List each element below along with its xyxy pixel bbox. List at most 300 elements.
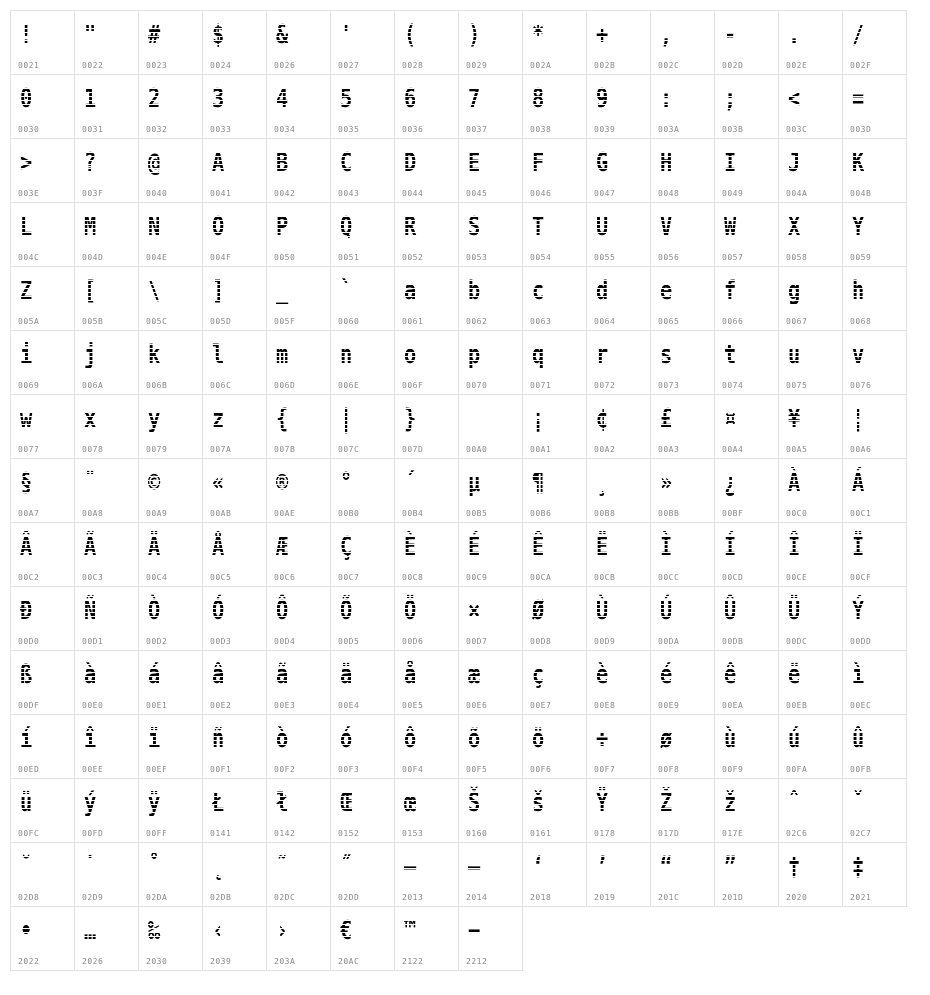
glyph-cell[interactable] bbox=[458, 522, 523, 587]
glyph-cell[interactable] bbox=[586, 522, 651, 587]
unicode-code-label: 00E7 bbox=[530, 701, 552, 710]
unicode-code-label: 2020 bbox=[786, 893, 808, 902]
glyph-cell[interactable] bbox=[202, 330, 267, 395]
unicode-code-label: 00B4 bbox=[402, 509, 424, 518]
glyph-cell[interactable] bbox=[10, 522, 75, 587]
glyph-cell[interactable] bbox=[202, 138, 267, 203]
glyph-cell[interactable] bbox=[714, 714, 779, 779]
glyph-cell[interactable] bbox=[74, 74, 139, 139]
glyph-sample: ' bbox=[340, 17, 352, 53]
unicode-code-label: 007D bbox=[402, 445, 424, 454]
glyph-cell[interactable] bbox=[650, 202, 715, 267]
glyph-cell[interactable] bbox=[202, 906, 267, 971]
glyph-sample: C bbox=[340, 145, 352, 181]
glyph-cell[interactable] bbox=[266, 10, 331, 75]
glyph-cell[interactable] bbox=[586, 74, 651, 139]
glyph-cell[interactable] bbox=[138, 650, 203, 715]
glyph-sample: = bbox=[852, 81, 864, 117]
unicode-code-label: 002F bbox=[850, 61, 872, 70]
unicode-code-label: 0075 bbox=[786, 381, 808, 390]
glyph-cell[interactable] bbox=[74, 586, 139, 651]
glyph-cell[interactable] bbox=[458, 458, 523, 523]
glyph-sample: d bbox=[596, 273, 608, 309]
glyph-sample: S bbox=[468, 209, 480, 245]
glyph-cell[interactable] bbox=[138, 458, 203, 523]
glyph-sample: E bbox=[468, 145, 480, 181]
glyph-cell[interactable] bbox=[394, 138, 459, 203]
glyph-cell[interactable] bbox=[778, 586, 843, 651]
glyph-cell[interactable] bbox=[458, 266, 523, 331]
glyph-cell[interactable] bbox=[650, 842, 715, 907]
glyph-cell[interactable] bbox=[778, 522, 843, 587]
glyph-cell[interactable] bbox=[10, 10, 75, 75]
glyph-cell[interactable] bbox=[10, 714, 75, 779]
glyph-cell[interactable] bbox=[394, 266, 459, 331]
unicode-code-label: 0035 bbox=[338, 125, 360, 134]
glyph-cell[interactable] bbox=[522, 714, 587, 779]
unicode-code-label: 00FA bbox=[786, 765, 808, 774]
unicode-code-label: 00D0 bbox=[18, 637, 40, 646]
glyph-cell[interactable] bbox=[266, 266, 331, 331]
glyph-cell[interactable] bbox=[586, 778, 651, 843]
glyph-cell[interactable] bbox=[74, 138, 139, 203]
glyph-cell[interactable] bbox=[10, 906, 75, 971]
glyph-cell[interactable] bbox=[10, 394, 75, 459]
glyph-cell[interactable] bbox=[522, 650, 587, 715]
glyph-cell[interactable] bbox=[458, 842, 523, 907]
glyph-cell[interactable] bbox=[586, 458, 651, 523]
glyph-cell[interactable] bbox=[394, 330, 459, 395]
glyph-sample: D bbox=[404, 145, 416, 181]
glyph-cell[interactable] bbox=[586, 650, 651, 715]
glyph-cell[interactable] bbox=[458, 586, 523, 651]
glyph-cell[interactable] bbox=[714, 266, 779, 331]
glyph-sample: t bbox=[724, 337, 736, 373]
glyph-cell[interactable] bbox=[650, 522, 715, 587]
glyph-cell[interactable] bbox=[714, 586, 779, 651]
glyph-sample: ß bbox=[20, 657, 32, 693]
unicode-code-label: 0064 bbox=[594, 317, 616, 326]
glyph-sample: # bbox=[148, 17, 160, 53]
unicode-code-label: 0152 bbox=[338, 829, 360, 838]
unicode-code-label: 00BF bbox=[722, 509, 744, 518]
glyph-cell[interactable] bbox=[330, 202, 395, 267]
unicode-code-label: 0031 bbox=[82, 125, 104, 134]
glyph-cell[interactable] bbox=[778, 650, 843, 715]
glyph-cell[interactable] bbox=[266, 522, 331, 587]
glyph-cell[interactable] bbox=[74, 778, 139, 843]
glyph-cell[interactable] bbox=[714, 650, 779, 715]
glyph-cell[interactable] bbox=[714, 74, 779, 139]
glyph-cell[interactable] bbox=[586, 266, 651, 331]
glyph-cell[interactable] bbox=[266, 138, 331, 203]
glyph-cell[interactable] bbox=[266, 842, 331, 907]
glyph-cell[interactable] bbox=[650, 778, 715, 843]
unicode-code-label: 00B6 bbox=[530, 509, 552, 518]
glyph-cell[interactable] bbox=[650, 714, 715, 779]
glyph-cell[interactable] bbox=[458, 202, 523, 267]
glyph-cell[interactable] bbox=[202, 10, 267, 75]
glyph-cell[interactable] bbox=[138, 138, 203, 203]
glyph-cell[interactable] bbox=[74, 458, 139, 523]
glyph-cell[interactable] bbox=[330, 330, 395, 395]
glyph-sample: a bbox=[404, 273, 416, 309]
glyph-cell[interactable] bbox=[522, 586, 587, 651]
glyph-cell[interactable] bbox=[138, 586, 203, 651]
glyph-cell[interactable] bbox=[202, 778, 267, 843]
glyph-sample: À bbox=[788, 465, 800, 501]
glyph-cell[interactable] bbox=[842, 74, 907, 139]
glyph-cell[interactable] bbox=[778, 138, 843, 203]
glyph-cell[interactable] bbox=[522, 330, 587, 395]
glyph-cell[interactable] bbox=[778, 330, 843, 395]
unicode-code-label: 0049 bbox=[722, 189, 744, 198]
glyph-cell[interactable] bbox=[394, 842, 459, 907]
unicode-code-label: 2212 bbox=[466, 957, 488, 966]
unicode-code-label: 0026 bbox=[274, 61, 296, 70]
glyph-cell[interactable] bbox=[138, 266, 203, 331]
glyph-cell[interactable] bbox=[74, 842, 139, 907]
glyph-cell[interactable] bbox=[10, 458, 75, 523]
glyph-cell[interactable] bbox=[714, 458, 779, 523]
glyph-cell[interactable] bbox=[10, 650, 75, 715]
glyph-cell[interactable] bbox=[138, 906, 203, 971]
glyph-cell[interactable] bbox=[586, 330, 651, 395]
glyph-cell[interactable] bbox=[394, 778, 459, 843]
glyph-cell[interactable] bbox=[714, 138, 779, 203]
glyph-sample: y bbox=[148, 401, 160, 437]
glyph-sample: ã bbox=[276, 657, 288, 693]
glyph-cell[interactable] bbox=[74, 522, 139, 587]
glyph-sample: P bbox=[276, 209, 288, 245]
glyph-cell[interactable] bbox=[202, 458, 267, 523]
glyph-cell[interactable] bbox=[458, 650, 523, 715]
glyph-sample: ° bbox=[340, 465, 352, 501]
glyph-cell[interactable] bbox=[714, 394, 779, 459]
glyph-cell[interactable] bbox=[394, 10, 459, 75]
glyph-sample: 0 bbox=[20, 81, 32, 117]
glyph-cell[interactable] bbox=[778, 458, 843, 523]
glyph-cell[interactable] bbox=[10, 842, 75, 907]
glyph-cell[interactable] bbox=[74, 330, 139, 395]
glyph-sample: / bbox=[852, 17, 864, 53]
glyph-cell[interactable] bbox=[458, 906, 523, 971]
glyph-cell[interactable] bbox=[330, 906, 395, 971]
glyph-cell[interactable] bbox=[842, 266, 907, 331]
glyph-cell[interactable] bbox=[10, 74, 75, 139]
glyph-cell[interactable] bbox=[138, 842, 203, 907]
glyph-cell[interactable] bbox=[74, 10, 139, 75]
glyph-cell[interactable] bbox=[522, 458, 587, 523]
glyph-cell[interactable] bbox=[202, 202, 267, 267]
glyph-cell[interactable] bbox=[842, 138, 907, 203]
glyph-cell[interactable] bbox=[10, 202, 75, 267]
glyph-cell[interactable] bbox=[842, 714, 907, 779]
glyph-cell[interactable] bbox=[778, 10, 843, 75]
unicode-code-label: 0043 bbox=[338, 189, 360, 198]
glyph-sample: Õ bbox=[340, 593, 352, 629]
glyph-cell[interactable] bbox=[842, 650, 907, 715]
glyph-cell[interactable] bbox=[330, 714, 395, 779]
glyph-cell[interactable] bbox=[138, 330, 203, 395]
glyph-sample: R bbox=[404, 209, 416, 245]
glyph-cell[interactable] bbox=[330, 74, 395, 139]
glyph-cell[interactable] bbox=[266, 330, 331, 395]
unicode-code-label: 00EC bbox=[850, 701, 872, 710]
glyph-sample: X bbox=[788, 209, 800, 245]
glyph-cell[interactable] bbox=[138, 714, 203, 779]
glyph-cell[interactable] bbox=[458, 778, 523, 843]
glyph-cell[interactable] bbox=[778, 714, 843, 779]
glyph-sample: Ö bbox=[404, 593, 416, 629]
unicode-code-label: 0036 bbox=[402, 125, 424, 134]
glyph-cell[interactable] bbox=[74, 394, 139, 459]
unicode-code-label: 0042 bbox=[274, 189, 296, 198]
unicode-code-label: 006E bbox=[338, 381, 360, 390]
glyph-cell[interactable] bbox=[394, 650, 459, 715]
glyph-cell[interactable] bbox=[522, 74, 587, 139]
unicode-code-label: 02DA bbox=[146, 893, 168, 902]
glyph-cell[interactable] bbox=[330, 522, 395, 587]
unicode-code-label: 00D6 bbox=[402, 637, 424, 646]
glyph-cell[interactable] bbox=[138, 522, 203, 587]
glyph-cell[interactable] bbox=[458, 138, 523, 203]
glyph-cell[interactable] bbox=[202, 650, 267, 715]
glyph-cell[interactable] bbox=[522, 522, 587, 587]
glyph-sample: 8 bbox=[532, 81, 544, 117]
glyph-cell[interactable] bbox=[138, 778, 203, 843]
glyph-sample: “ bbox=[660, 849, 672, 885]
glyph-cell[interactable] bbox=[586, 394, 651, 459]
glyph-cell[interactable] bbox=[394, 522, 459, 587]
glyph-cell[interactable] bbox=[394, 394, 459, 459]
glyph-cell[interactable] bbox=[842, 458, 907, 523]
glyph-cell[interactable] bbox=[138, 394, 203, 459]
unicode-code-label: 00FC bbox=[18, 829, 40, 838]
glyph-cell[interactable] bbox=[394, 906, 459, 971]
glyph-sample: â bbox=[212, 657, 224, 693]
glyph-cell[interactable] bbox=[266, 74, 331, 139]
glyph-cell[interactable] bbox=[650, 330, 715, 395]
glyph-cell[interactable] bbox=[586, 202, 651, 267]
glyph-cell[interactable] bbox=[330, 138, 395, 203]
glyph-cell[interactable] bbox=[202, 714, 267, 779]
glyph-cell[interactable] bbox=[650, 650, 715, 715]
glyph-cell[interactable] bbox=[266, 202, 331, 267]
glyph-cell[interactable] bbox=[10, 330, 75, 395]
glyph-cell[interactable] bbox=[522, 266, 587, 331]
unicode-code-label: 0073 bbox=[658, 381, 680, 390]
glyph-cell[interactable] bbox=[522, 202, 587, 267]
glyph-cell[interactable] bbox=[330, 778, 395, 843]
glyph-cell[interactable] bbox=[650, 10, 715, 75]
glyph-sample: ` bbox=[340, 273, 352, 309]
glyph-cell[interactable] bbox=[74, 906, 139, 971]
glyph-cell[interactable] bbox=[778, 778, 843, 843]
glyph-cell[interactable] bbox=[458, 10, 523, 75]
glyph-cell[interactable] bbox=[10, 266, 75, 331]
glyph-cell[interactable] bbox=[778, 394, 843, 459]
unicode-code-label: 00A3 bbox=[658, 445, 680, 454]
glyph-sample: Ã bbox=[84, 529, 96, 565]
glyph-cell[interactable] bbox=[650, 458, 715, 523]
unicode-code-label: 00A0 bbox=[466, 445, 488, 454]
glyph-cell[interactable] bbox=[778, 202, 843, 267]
glyph-sample: c bbox=[532, 273, 544, 309]
glyph-sample: ” bbox=[724, 849, 736, 885]
glyph-cell[interactable] bbox=[10, 138, 75, 203]
glyph-cell[interactable] bbox=[842, 202, 907, 267]
glyph-sample: , bbox=[660, 17, 672, 53]
glyph-cell[interactable] bbox=[266, 394, 331, 459]
glyph-cell[interactable] bbox=[138, 74, 203, 139]
glyph-cell[interactable] bbox=[842, 522, 907, 587]
glyph-cell[interactable] bbox=[714, 330, 779, 395]
glyph-cell[interactable] bbox=[458, 330, 523, 395]
glyph-cell[interactable] bbox=[714, 842, 779, 907]
glyph-cell[interactable] bbox=[650, 266, 715, 331]
glyph-cell[interactable] bbox=[714, 202, 779, 267]
glyph-cell[interactable] bbox=[586, 138, 651, 203]
unicode-code-label: 00CF bbox=[850, 573, 872, 582]
unicode-code-label: 0067 bbox=[786, 317, 808, 326]
glyph-sample: Q bbox=[340, 209, 352, 245]
glyph-cell[interactable] bbox=[522, 778, 587, 843]
unicode-code-label: 0047 bbox=[594, 189, 616, 198]
glyph-cell[interactable] bbox=[842, 10, 907, 75]
glyph-cell[interactable] bbox=[522, 842, 587, 907]
glyph-cell[interactable] bbox=[330, 266, 395, 331]
unicode-code-label: 002E bbox=[786, 61, 808, 70]
glyph-cell[interactable] bbox=[458, 74, 523, 139]
glyph-sample: 6 bbox=[404, 81, 416, 117]
unicode-code-label: 00B8 bbox=[594, 509, 616, 518]
glyph-cell[interactable] bbox=[714, 778, 779, 843]
glyph-cell[interactable] bbox=[202, 842, 267, 907]
glyph-cell[interactable] bbox=[842, 778, 907, 843]
glyph-cell[interactable] bbox=[202, 522, 267, 587]
glyph-cell[interactable] bbox=[330, 458, 395, 523]
glyph-sample: Å bbox=[212, 529, 224, 565]
glyph-sample: Ù bbox=[596, 593, 608, 629]
glyph-cell[interactable] bbox=[10, 586, 75, 651]
glyph-cell[interactable] bbox=[458, 714, 523, 779]
glyph-cell[interactable] bbox=[842, 394, 907, 459]
glyph-sample: ì bbox=[852, 657, 864, 693]
glyph-sample: ê bbox=[724, 657, 736, 693]
unicode-code-label: 201D bbox=[722, 893, 744, 902]
unicode-code-label: 0060 bbox=[338, 317, 360, 326]
glyph-cell[interactable] bbox=[778, 842, 843, 907]
glyph-cell[interactable] bbox=[202, 266, 267, 331]
glyph-cell[interactable] bbox=[650, 586, 715, 651]
glyph-sample: ú bbox=[788, 721, 800, 757]
unicode-code-label: 003B bbox=[722, 125, 744, 134]
glyph-sample: µ bbox=[468, 465, 480, 501]
glyph-cell[interactable] bbox=[330, 650, 395, 715]
glyph-cell[interactable] bbox=[330, 394, 395, 459]
unicode-code-label: 006A bbox=[82, 381, 104, 390]
glyph-cell[interactable] bbox=[650, 138, 715, 203]
glyph-cell[interactable] bbox=[714, 522, 779, 587]
unicode-code-label: 004C bbox=[18, 253, 40, 262]
glyph-cell[interactable] bbox=[74, 266, 139, 331]
unicode-code-label: 203A bbox=[274, 957, 296, 966]
glyph-sample: ò bbox=[276, 721, 288, 757]
glyph-cell[interactable] bbox=[586, 10, 651, 75]
glyph-cell[interactable] bbox=[74, 202, 139, 267]
unicode-code-label: 0178 bbox=[594, 829, 616, 838]
glyph-cell[interactable] bbox=[778, 266, 843, 331]
glyph-sample: r bbox=[596, 337, 608, 373]
unicode-code-label: 02D9 bbox=[82, 893, 104, 902]
glyph-cell[interactable] bbox=[266, 650, 331, 715]
glyph-cell[interactable] bbox=[138, 202, 203, 267]
glyph-cell[interactable] bbox=[842, 330, 907, 395]
glyph-cell[interactable] bbox=[266, 778, 331, 843]
glyph-cell[interactable] bbox=[842, 586, 907, 651]
glyph-cell[interactable] bbox=[714, 10, 779, 75]
glyph-sample: M bbox=[84, 209, 96, 245]
unicode-code-label: 0161 bbox=[530, 829, 552, 838]
glyph-cell[interactable] bbox=[586, 842, 651, 907]
glyph-cell[interactable] bbox=[74, 714, 139, 779]
glyph-cell[interactable] bbox=[394, 458, 459, 523]
glyph-cell[interactable] bbox=[266, 586, 331, 651]
glyph-sample bbox=[468, 401, 480, 437]
glyph-cell[interactable] bbox=[394, 74, 459, 139]
glyph-cell[interactable] bbox=[586, 714, 651, 779]
glyph-cell[interactable] bbox=[586, 586, 651, 651]
unicode-code-label: 0072 bbox=[594, 381, 616, 390]
glyph-cell[interactable] bbox=[778, 74, 843, 139]
glyph-cell[interactable] bbox=[394, 586, 459, 651]
glyph-cell[interactable] bbox=[458, 394, 523, 459]
glyph-cell[interactable] bbox=[522, 138, 587, 203]
glyph-cell[interactable] bbox=[266, 906, 331, 971]
glyph-cell[interactable] bbox=[330, 10, 395, 75]
glyph-sample: u bbox=[788, 337, 800, 373]
glyph-cell[interactable] bbox=[74, 650, 139, 715]
glyph-sample: Á bbox=[852, 465, 864, 501]
glyph-cell[interactable] bbox=[10, 778, 75, 843]
glyph-cell[interactable] bbox=[202, 394, 267, 459]
glyph-cell[interactable] bbox=[522, 394, 587, 459]
glyph-cell[interactable] bbox=[138, 10, 203, 75]
glyph-sample: @ bbox=[148, 145, 160, 181]
glyph-sample: ¿ bbox=[724, 465, 736, 501]
glyph-sample: z bbox=[212, 401, 224, 437]
glyph-cell[interactable] bbox=[522, 10, 587, 75]
glyph-cell[interactable] bbox=[266, 714, 331, 779]
glyph-cell[interactable] bbox=[394, 202, 459, 267]
glyph-sample: } bbox=[404, 401, 416, 437]
unicode-code-label: 00C4 bbox=[146, 573, 168, 582]
glyph-cell[interactable] bbox=[330, 586, 395, 651]
glyph-cell[interactable] bbox=[266, 458, 331, 523]
unicode-code-label: 02DB bbox=[210, 893, 232, 902]
glyph-sample: $ bbox=[212, 17, 224, 53]
unicode-code-label: 00D2 bbox=[146, 637, 168, 646]
glyph-cell[interactable] bbox=[842, 842, 907, 907]
glyph-cell[interactable] bbox=[650, 74, 715, 139]
glyph-cell[interactable] bbox=[394, 714, 459, 779]
glyph-cell[interactable] bbox=[330, 842, 395, 907]
glyph-cell[interactable] bbox=[650, 394, 715, 459]
glyph-sample: i bbox=[20, 337, 32, 373]
glyph-cell[interactable] bbox=[202, 586, 267, 651]
glyph-cell[interactable] bbox=[202, 74, 267, 139]
